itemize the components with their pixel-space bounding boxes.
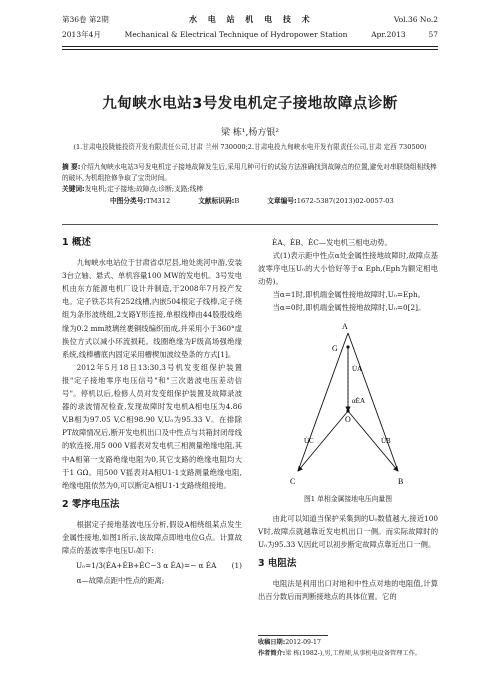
author-bio-label: 作者简介:: [258, 649, 286, 657]
clc-label: 中图分类号:: [110, 197, 147, 205]
vector-diagram: [258, 319, 438, 491]
page-number: 57: [428, 30, 438, 39]
label-g: G: [332, 343, 338, 353]
abstract-text: 介绍九甸峡水电站3号发电机定子接地故障发生后,采用几种可行的试验方法准确找到故障点的位置,避免对串联绕组相线棒的破坏,为机组抢修争取了宝贵时间。: [62, 163, 437, 182]
equation-1-body: U₀=1/3(ĖA+ĖB+ĖC−3 α ĖA)=− α ĖA: [76, 561, 217, 571]
label-o: O: [345, 414, 351, 424]
running-header: [62, 14, 438, 40]
right-paragraph-4: 由此可以知道当保护采集到的U₀数值越大,接近100 V时,故障点就越靠近发电机出口一侧。而实际故障时的U₀为95.33 V,因此可以初步断定故障点靠近出口一侧。: [258, 513, 438, 549]
label-ub: U̇B: [381, 436, 391, 445]
volume-en: Vol.36 No.2: [393, 15, 438, 24]
section-1-paragraph-2: 2012年5月18日13:30,3号机发变组保护装置报"定子接地零序电压信号"和"三次谐波电压差动信号"。停机以后,检修人员对发变组保护装置及故障录波器的录波情况检查,发现故障时发电机A相电压为4.86 V,B相为97.05 V,C相98.90 V,U₀为95.33 V。在排除PT故障情况后,断开发电机出口及中性点与共箱封闭母线的软连接,用5 000 V摇表对发电机三相测量绝缘电阻,其中A相第一支路绝缘电阻为0,其它支路的绝缘电阻均大于1 GΩ。用500 V摇表对A相U1-1支路测量绝缘电阻,绝缘电阻依然为0,可以断定A相U1-1支路绕组接地。: [62, 362, 242, 490]
header-rule-thin: [62, 49, 438, 50]
keywords-text: 发电机;定子接地;故障点;诊断;支路;线棒: [84, 185, 204, 193]
footnote-rule: [258, 635, 328, 636]
label-b: B: [398, 476, 404, 486]
journal-name-cn: 水 电 站 机 电 技 术: [188, 14, 314, 24]
section-1-heading: 1 概述: [62, 237, 91, 248]
label-alpha-ea: αĖA: [352, 396, 365, 405]
article-no-value: 1672-5387(2013)02-0057-03: [296, 197, 394, 205]
equation-1-number: (1): [231, 561, 242, 571]
header-rule: [62, 46, 438, 47]
right-paragraph-1: 式(1)表示距中性点α处金属性接地故障时,故障点基波零序电压U₀的大小恰好等于α Eph,(Eph为额定相电动势)。: [258, 251, 438, 287]
line-a-c: [298, 333, 348, 471]
keywords-label: 关键词:: [62, 185, 85, 193]
point-o: [346, 409, 349, 412]
issue-cn: 第36卷 第2期: [62, 15, 109, 24]
author-bio: 梁 栋(1982-),男,工程师,从事机电设备管理工作。: [285, 649, 421, 657]
section-2-paragraph-1: 根据定子接地基波电压分析,假设A相绕组某点发生金属性接地,如图1所示,该故障点即地电位G点。计算故障点的基波零序电压U₀如下:: [62, 519, 242, 556]
date-cn: 2013年4月: [62, 30, 101, 39]
label-ua: U̇A: [352, 364, 363, 373]
label-uc: U̇C: [304, 436, 314, 445]
section-3-paragraph-1: 电阻法是利用出口对地和中性点对地的电阻值,计算出百分数后而判断接地点的具体位置。它的: [258, 579, 438, 602]
equation-note-2: ĖA、ĖB、ĖC—发电机三相电动势。: [272, 238, 392, 247]
equation-1: [62, 559, 242, 572]
section-3-heading: 3 电阻法: [258, 557, 297, 569]
section-2-heading: 2 零序电压法: [62, 498, 120, 510]
abstract-separator: [62, 224, 438, 225]
point-g: [346, 345, 349, 348]
paper-authors: 梁 栋¹,杨方银²: [221, 128, 279, 138]
section-1-paragraph-1: 九甸峡水电站位于甘肃省卓尼县,地处洮河中游,安装3台立轴、悬式、单机容量100 MW的发电机。3号发电机由东方能源电机厂设计并制造,于2008年7月投产发电。定子铁芯共有252线槽,内嵌504根定子线棒,定子绕组为条形波绕组,2支路Y形连接,单根线棒由44股股线绝缘为0.2 mm玻璃丝裹铜线编织而成,并采用小于360°虚换位方式以减小环流损耗。线圈绝缘为F级高场强绝缘系统,线棒槽底内固定采用槽楔加波纹垫条的方式[1]。: [62, 258, 242, 359]
abstract-block: [62, 162, 438, 207]
right-column: [258, 236, 438, 603]
journal-name-en: Mechanical & Electrical Technique of Hydropower Station: [124, 30, 348, 39]
clc-value: TM312: [146, 197, 171, 205]
figure-1: [258, 319, 438, 491]
left-column: [62, 236, 242, 587]
received-label: 收稿日期:: [258, 639, 286, 646]
label-a: A: [342, 321, 348, 331]
doc-code-label: 文献标识码:: [198, 197, 235, 205]
paper-title: 九甸峡水电站3号发电机定子接地故障点诊断: [102, 96, 398, 112]
footnote: [258, 635, 438, 659]
right-paragraph-3: 当α=0时,即机端金属性接地故障时,U₀=0[2]。: [272, 303, 426, 313]
date-en: Apr.2013: [371, 30, 406, 39]
abstract-label: 摘 要:: [62, 163, 81, 171]
article-no-label: 文章编号:: [267, 197, 297, 205]
figure-1-caption: 图1 单相金属接地电压向量图: [303, 494, 393, 503]
paper-affiliations: (1.甘肃电投陇能投资开发有限责任公司,甘肃 兰州 730000;2.甘肃电投九甸峡水电开发有限责任公司,甘肃 定西 730500): [73, 143, 427, 151]
equation-1-note: α—故障点距中性点的距离;: [76, 576, 165, 586]
label-c: C: [290, 476, 296, 486]
received-date: 2012-09-17: [285, 639, 321, 646]
doc-code-value: B: [234, 197, 240, 205]
right-paragraph-2: 当α=1时,即机端金属性接地故障时,U₀=Eph。: [272, 290, 425, 300]
